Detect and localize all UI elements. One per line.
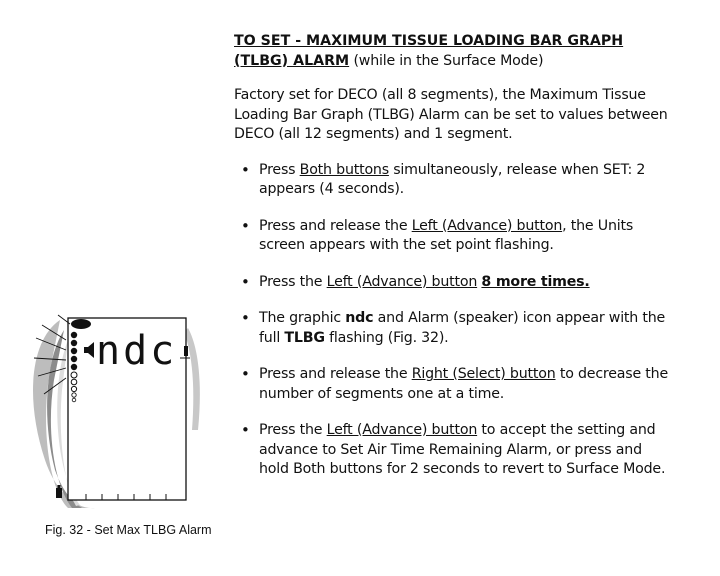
mode-note: (while in the Surface Mode) xyxy=(349,52,544,69)
both-buttons-ref: Both buttons xyxy=(299,161,389,178)
dive-computer-display-figure xyxy=(20,310,220,510)
ndc-display-text: ndc xyxy=(96,328,178,374)
more-times-emphasis: 8 more times. xyxy=(481,273,590,290)
ndc-term: ndc xyxy=(345,310,374,326)
step-5: • Press and release the Right (Select) button to decrease the number of segments one at a time. xyxy=(234,365,674,404)
segment-pill xyxy=(71,319,91,329)
step-6: • Press the Left (Advance) button to accept the setting and advance to Set Air Time Remaining Alarm, or press and hold Both buttons for 2 seconds to revert to Surface Mode. xyxy=(234,421,674,480)
figure-caption: Fig. 32 - Set Max TLBG Alarm xyxy=(45,523,212,537)
section-title xyxy=(234,32,674,71)
step-3: • Press the Left (Advance) button 8 more times. xyxy=(234,273,674,293)
step-1: • Press Both buttons simultaneously, release when SET: 2 appears (4 seconds). xyxy=(234,161,674,200)
step-4: • The graphic ndc and Alarm (speaker) icon appear with the full TLBG flashing (Fig. 32). xyxy=(234,309,674,348)
title-line2: (TLBG) ALARM xyxy=(234,52,350,69)
intro-paragraph: Factory set for DECO (all 8 segments), the Maximum Tissue Loading Bar Graph (TLBG) Alarm can be set to values between DECO (all 12 segments) and 1 segment. xyxy=(234,87,668,142)
tlbg-term: TLBG xyxy=(284,329,325,346)
steps-list xyxy=(234,161,674,480)
title-line1: TO SET - MAXIMUM TISSUE LOADING BAR GRAPH xyxy=(234,33,624,49)
step-2: • Press and release the Left (Advance) button, the Units screen appears with the set point flashing. xyxy=(234,217,674,256)
right-button-ref: Right (Select) button xyxy=(411,366,556,382)
left-button-ref: Left (Advance) button xyxy=(326,422,478,438)
left-button-ref: Left (Advance) button xyxy=(411,217,563,234)
instructions-column xyxy=(234,32,674,497)
left-button-ref: Left (Advance) button xyxy=(326,273,478,290)
